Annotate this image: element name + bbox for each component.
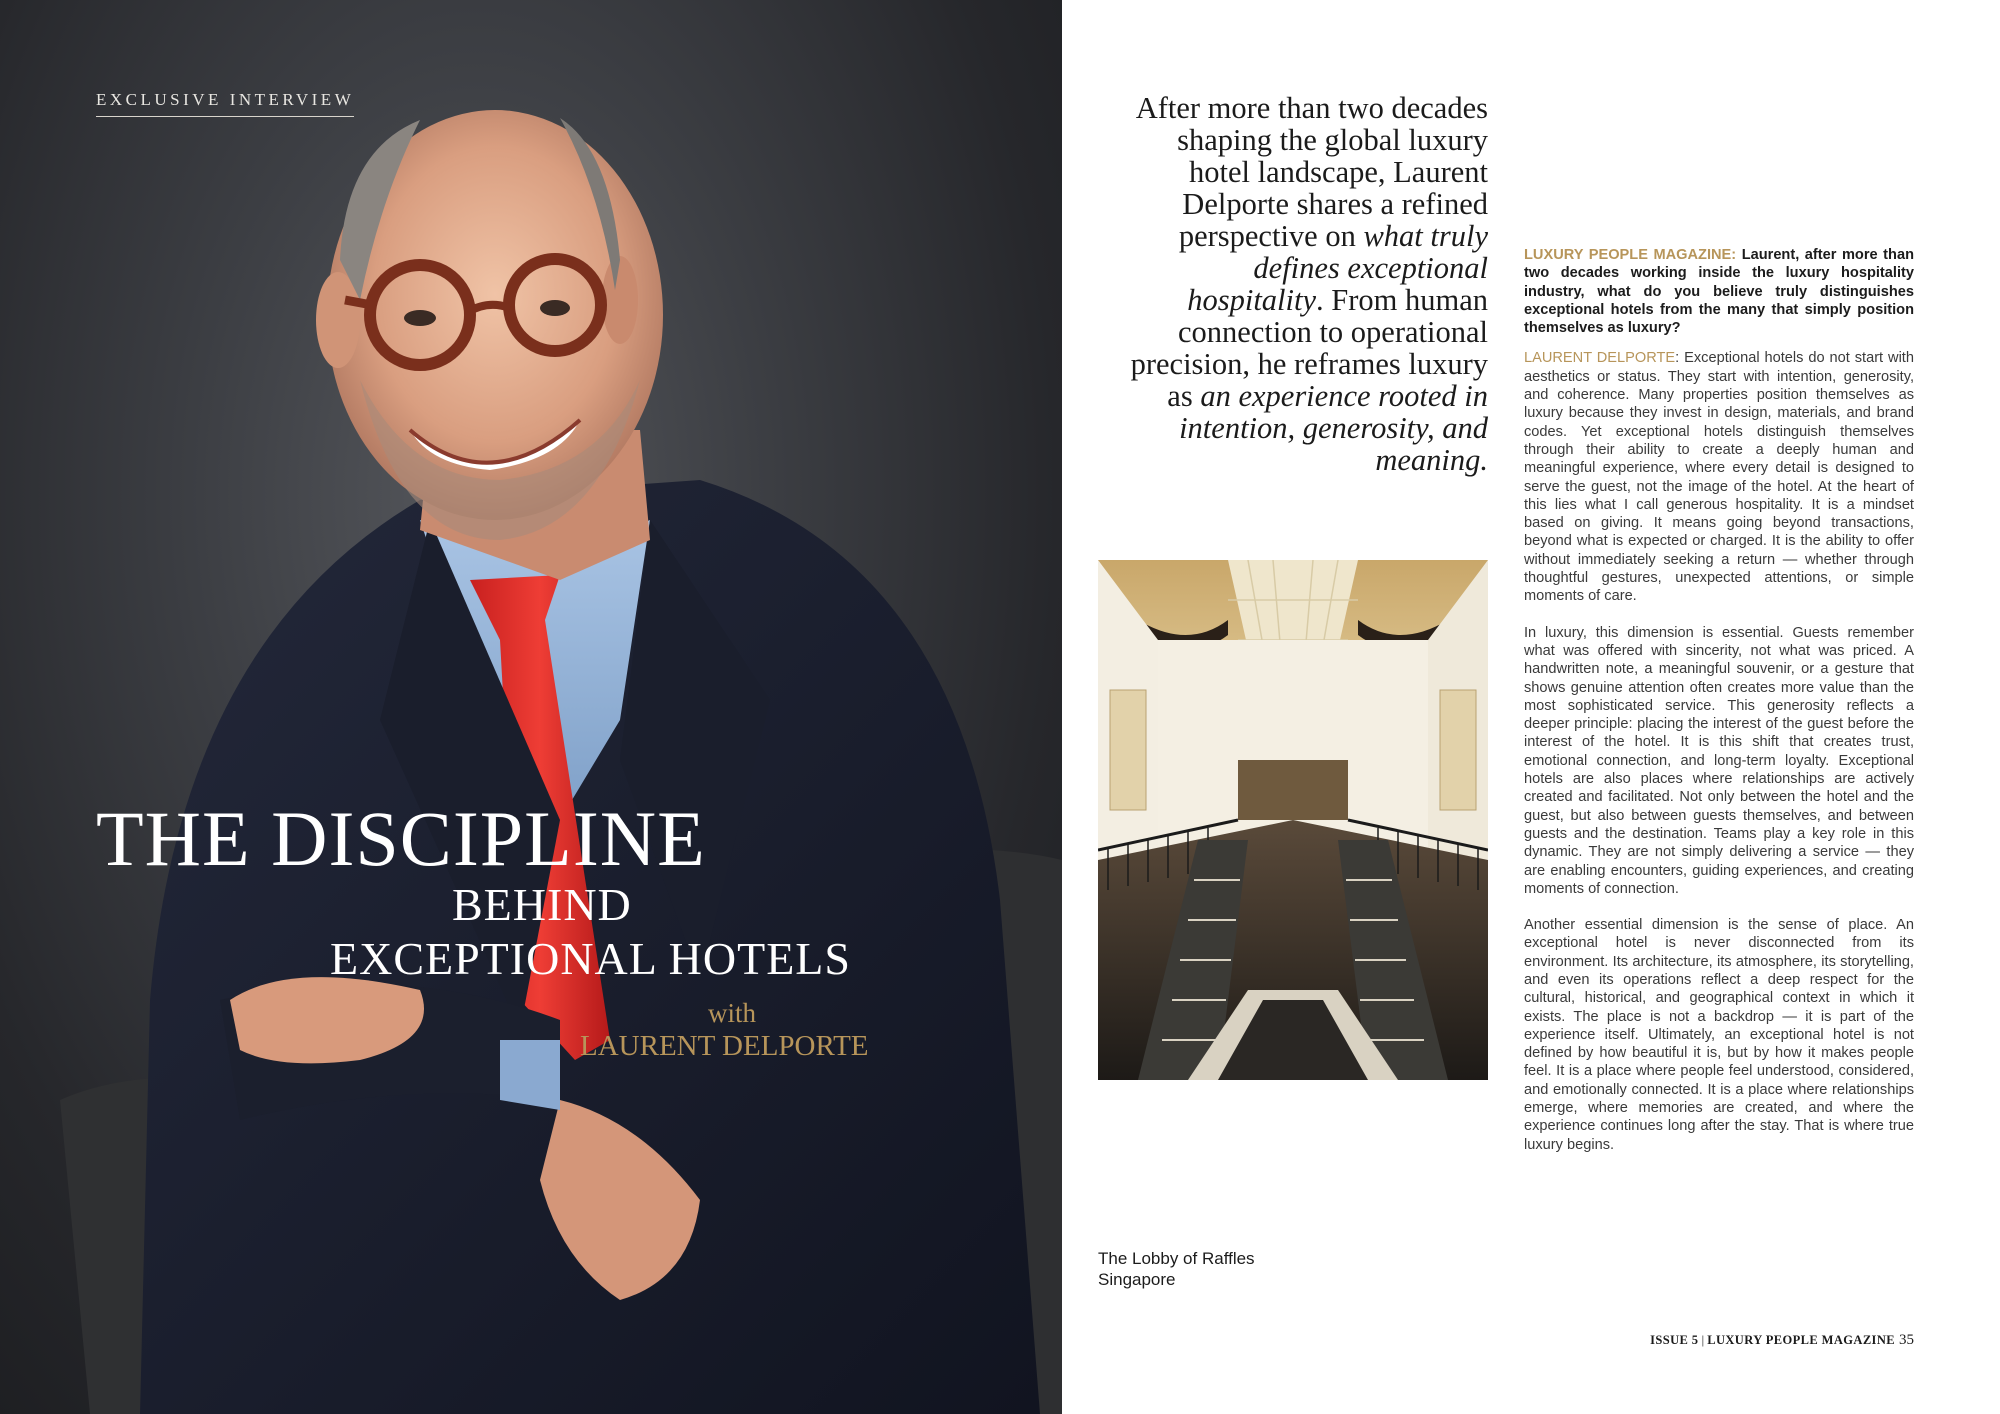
page-number: 35 [1899, 1332, 1914, 1348]
page-footer [1500, 1332, 1914, 1349]
section-kicker: EXCLUSIVE INTERVIEW [96, 90, 354, 117]
question-text: Laurent, after more than two decades working inside the luxury hospitality industry, what do you believe truly distinguishes exceptional hotels from the many that simply position themselves as luxury? [1524, 247, 1914, 337]
intro-emphasis-1: what truly defines exceptional hospitality [1187, 219, 1488, 317]
intro-text-2: . From human connection to operational precision, he reframes luxury as [1130, 283, 1488, 413]
byline-name: LAURENT DELPORTE [580, 1030, 869, 1062]
question-speaker: LUXURY PEOPLE MAGAZINE: [1524, 247, 1737, 263]
intro-emphasis-2: an experience rooted in intention, generosity, and meaning. [1179, 379, 1488, 477]
footer-separator: | [1701, 1333, 1705, 1347]
question-paragraph [1524, 246, 1914, 337]
headline-line-2: BEHIND [452, 879, 632, 930]
byline-with: with [708, 998, 757, 1028]
intro-text-1: After more than two decades shaping the global luxury hotel landscape, Laurent Delporte shares a refined perspective on [1135, 91, 1488, 253]
answer-paragraph-1 [1524, 349, 1914, 605]
headline-line-1: THE DISCIPLINE [96, 795, 706, 882]
headline-line-3: EXCEPTIONAL HOTELS [330, 933, 851, 984]
answer-speaker: LAURENT DELPORTE [1524, 350, 1676, 367]
answer-paragraph-3: Another essential dimension is the sense of place. An exceptional hotel is never disconnected from its environment. Its architecture, its atmosphere, its storytelling, and even its operations reflect a deep respect for the cultural, historical, and geographical context in which it exists. The place is not a backdrop — it is part of the experience itself. Ultimately, an exceptional hotel is not defined by how beautiful it is, but by how it makes people feel. It is a place where people feel understood, considered, and emotionally connected. It is a place where relationships emerge, where memories are created, and where the experience continues long after the stay. That is where true luxury begins. [1524, 917, 1914, 1153]
answer-paragraph-2: In luxury, this dimension is essential. Guests remember what was offered with sincerity, not what was priced. A handwritten note, a meaningful souvenir, or a gesture that shows genuine attention often creates more value than the most sophisticated service. This generosity reflects a deeper principle: placing the interest of the guest before the interest of the hotel. It is this shift that creates trust, emotional connection, and long-term loyalty. Exceptional hotels are also places where relationships are actively created and facilitated. Not only between the hotel and the guest, but also between guests themselves, and between guests and the destination. Teams play a key role in this dynamic. They are not simply delivering a service — they are enabling encounters, guiding experiences, and creating moments of connection. [1524, 624, 1914, 897]
footer-issue: ISSUE 5 [1650, 1333, 1699, 1347]
interview-article [1524, 246, 1914, 1172]
intro-standfirst [1110, 92, 1488, 476]
footer-magazine: LUXURY PEOPLE MAGAZINE [1707, 1333, 1895, 1347]
lobby-photo [1098, 560, 1488, 1080]
answer-text-1: : Exceptional hotels do not start with aesthetics or status. They start with intention, generosity, and coherence. Many properties position themselves as luxury because they invest in design, materials, and brand codes. Yet exceptional hotels distinguish themselves through their ability to create a deeply human and meaningful experience, where every detail is designed to serve the guest, not the image of the hotel. At the heart of this lies what I call generous hospitality. It is a mindset based on giving. It means going beyond transactions, beyond what is expected or charged. It is the ability to offer without immediately seeking a return — whether through thoughtful gestures, unexpected attentions, or simple moments of care. [1524, 350, 1914, 605]
photo-caption: The Lobby of Raffles Singapore [1098, 1249, 1255, 1289]
